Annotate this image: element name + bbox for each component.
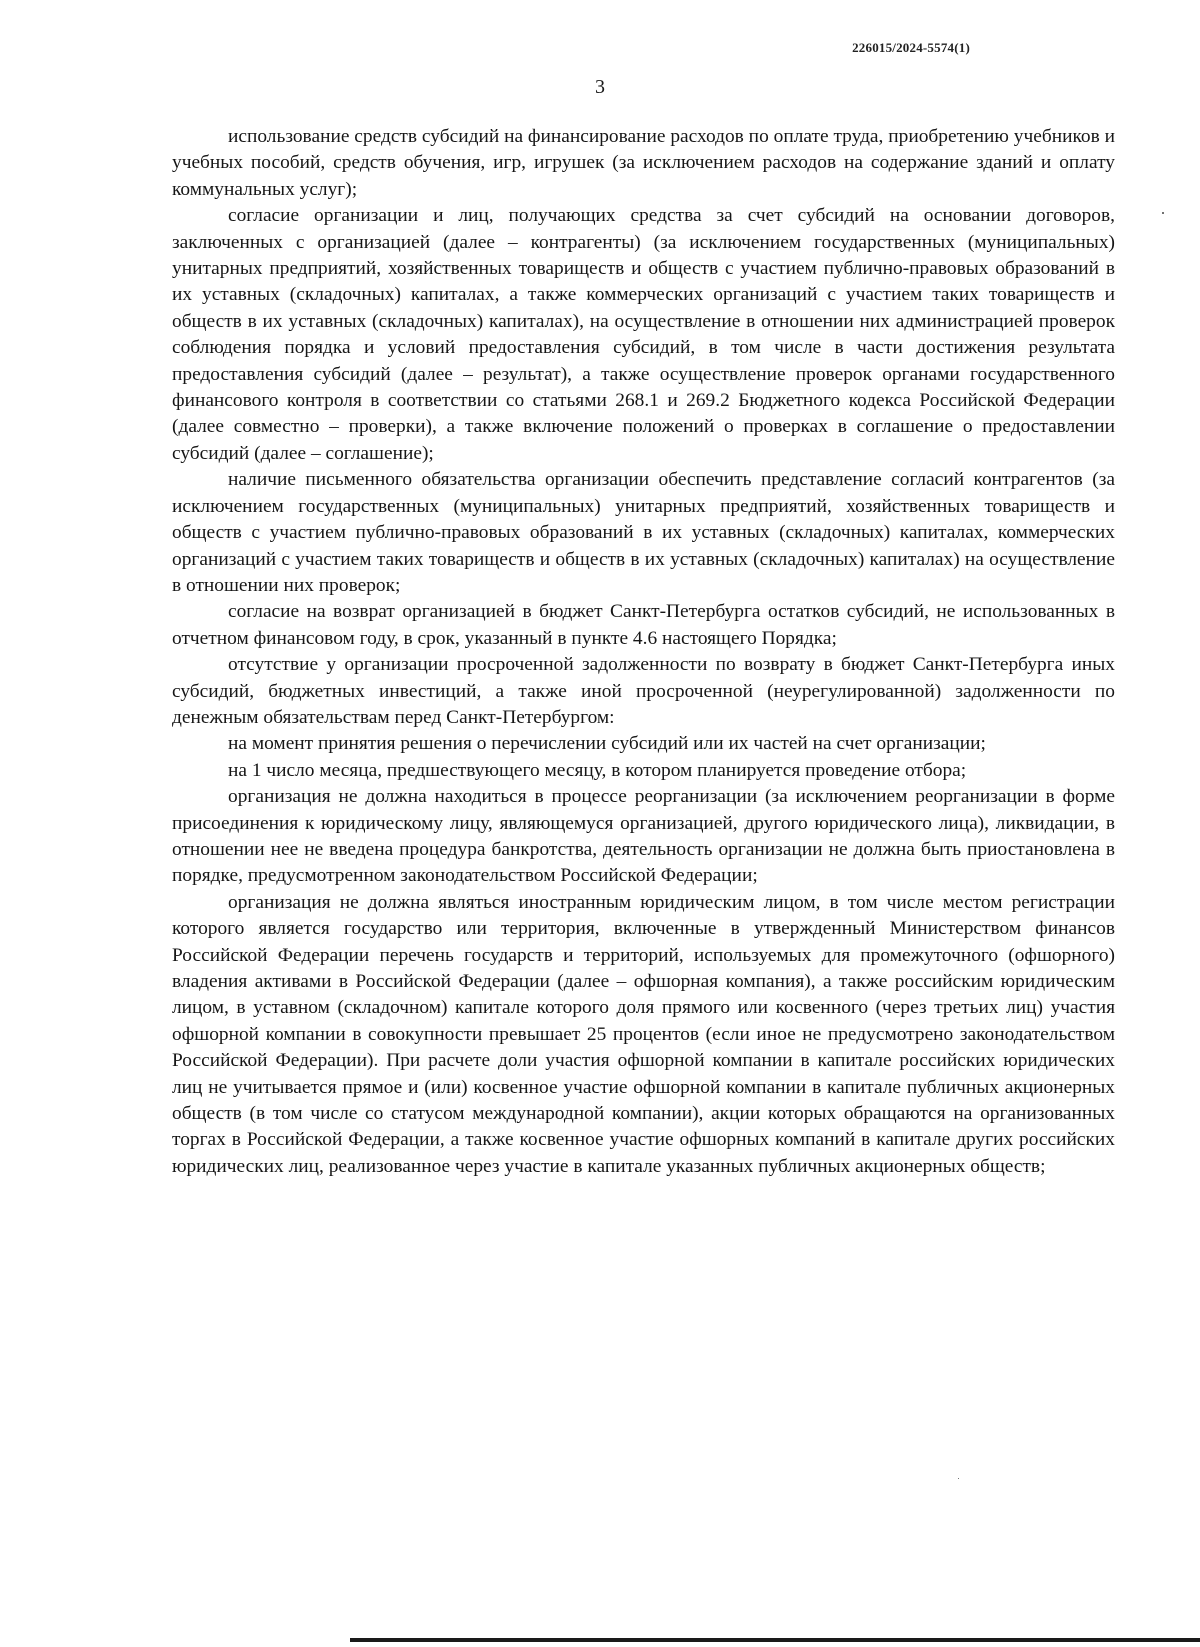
paragraph: организация не должна являться иностранным юридическим лицом, в том числе местом регистрации которого является государство или территория, включенные в утвержденный Министерством финансов Российской Федерации перечень государств и территорий, используемых для промежуточного (офшорного) владения активами в Российской Федерации (далее – офшорная компания), а также российским юридическим лицом, в уставном (складочном) капитале которого доля прямого или косвенного (через третьих лиц) участия офшорной компании в совокупности превышает 25 процентов (если иное не предусмотрено законодательством Российской Федерации). При расчете доли участия офшорной компании в капитале российских юридических лиц не учитывается прямое и (или) косвенное участие офшорной компании в капитале публичных акционерных обществ (в том числе со статусом международной компании), акции которых обращаются на организованных торгах в Российской Федерации, а также косвенное участие офшорных компаний в капитале других российских юридических лиц, реализованное через участие в капитале указанных публичных акционерных обществ; [172,891,1115,1177]
scan-speck [1162,212,1164,214]
document-body [172,124,1115,1180]
paragraph: согласие на возврат организацией в бюджет Санкт-Петербурга остатков субсидий, не использованных в отчетном финансовом году, в срок, указанный в пункте 4.6 настоящего Порядка; [172,601,1115,649]
paragraph: на 1 число месяца, предшествующего месяцу, в котором планируется проведение отбора; [228,759,967,781]
paragraph: наличие письменного обязательства организации обеспечить представление согласий контрагентов (за исключением государственных (муниципальных) унитарных предприятий, хозяйственных товариществ и обществ с участием публично-правовых образований в их уставных (складочных) капиталах, коммерческих организаций с участием таких товариществ и обществ в их уставных (складочных) капиталах) на осуществление в отношении них проверок; [172,469,1115,596]
paragraph: использование средств субсидий на финансирование расходов по оплате труда, приобретению учебников и учебных пособий, средств обучения, игр, игрушек (за исключением расходов на содержание зданий и оплату коммунальных услуг); [172,126,1115,200]
paragraph: организация не должна находиться в процессе реорганизации (за исключением реорганизации в форме присоединения к юридическому лицу, являющемуся организацией, другого юридического лица), ликвидации, в отношении нее не введена процедура банкротства, деятельность организации не должна быть приостановлена в порядке, предусмотренном законодательством Российской Федерации; [172,786,1115,887]
document-number: 226015/2024-5574(1) [852,40,970,55]
paragraph: отсутствие у организации просроченной задолженности по возврату в бюджет Санкт-Петербурга иных субсидий, бюджетных инвестиций, а также иной просроченной (неурегулированной) задолженности по денежным обязательствам перед Санкт-Петербургом: [172,654,1115,728]
scan-speck [958,1478,959,1479]
paragraph: на момент принятия решения о перечислении субсидий или их частей на счет организации; [228,733,986,755]
scan-edge-line [350,1638,1200,1642]
page-number: 3 [595,76,605,98]
paragraph: согласие организации и лиц, получающих средства за счет субсидий на основании договоров, заключенных с организацией (далее – контрагенты) (за исключением государственных (муниципальных) унитарных предприятий, хозяйственных товариществ и обществ с участием публично-правовых образований в их уставных (складочных) капиталах, а также коммерческих организаций с участием таких товариществ и обществ в их уставных (складочных) капиталах), на осуществление в отношении них администрацией проверок соблюдения порядка и условий предоставления субсидий, в том числе в части достижения результата предоставления субсидий (далее – результат), а также осуществление проверок органами государственного финансового контроля в соответствии со статьями 268.1 и 269.2 Бюджетного кодекса Российской Федерации (далее совместно – проверки), а также включение положений о проверках в соглашение о предоставлении субсидий (далее – соглашение); [172,205,1115,464]
